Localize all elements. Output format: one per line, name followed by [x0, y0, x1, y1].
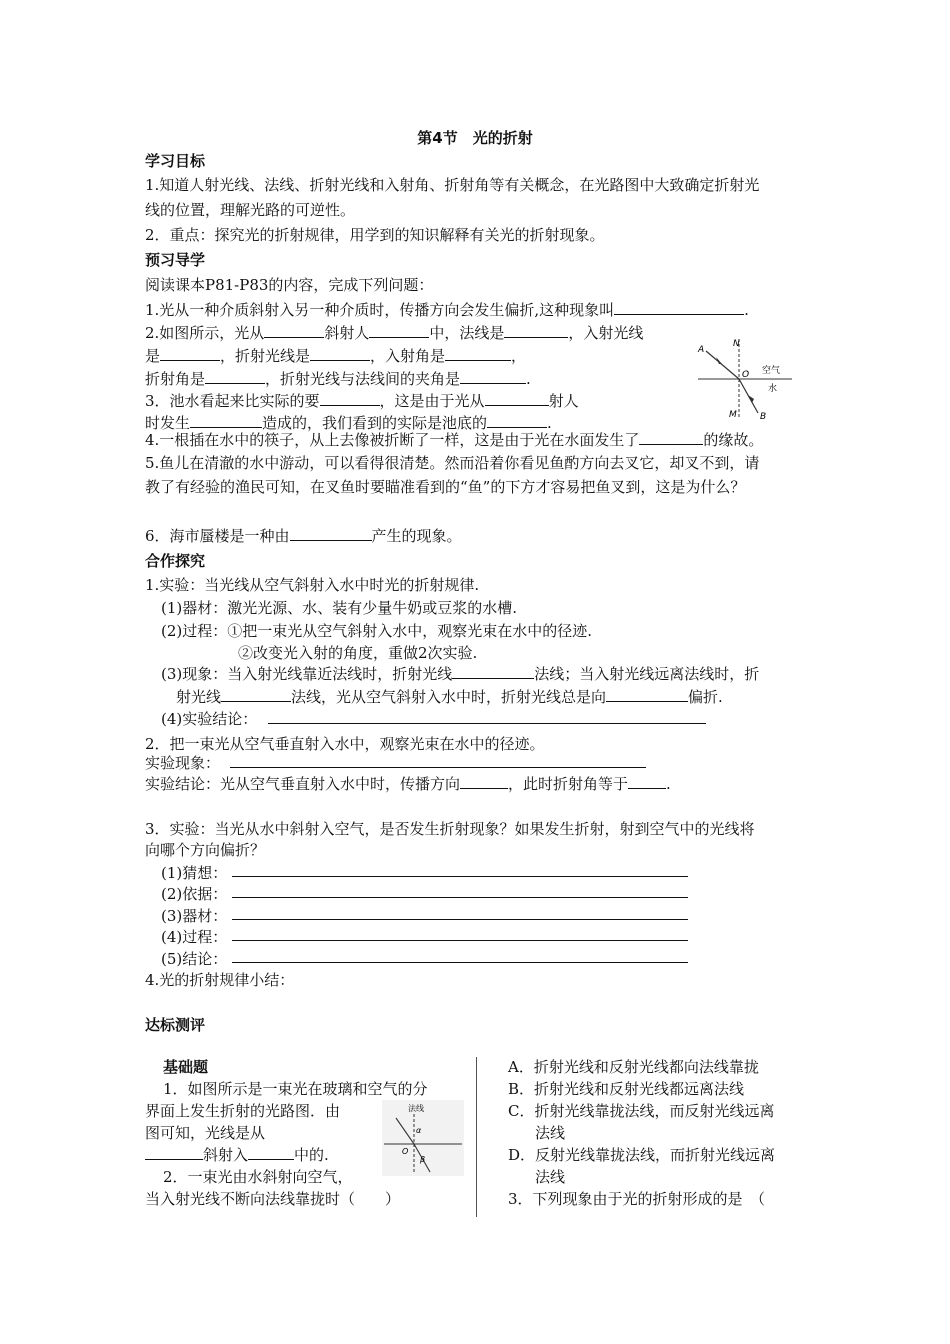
goals-heading: 学习目标: [145, 152, 206, 170]
refraction-diagram: [692, 337, 796, 421]
label-water: 水: [768, 384, 778, 394]
answer-line[interactable]: [232, 897, 688, 898]
option-c-cont: 法线: [535, 1124, 566, 1142]
coop-e2-title: 2．把一束光从空气垂直射入水中，观察光束在水中的径迹。: [145, 735, 545, 753]
assess-q3: 3．下列现象由于光的折射形成的是 （: [508, 1190, 766, 1208]
coop-e1-conclusion: (4)实验结论：: [161, 710, 258, 728]
label-normal: 法线: [408, 1104, 424, 1113]
answer-blank[interactable]: [485, 391, 549, 406]
assess-heading: 达标测评: [145, 1016, 206, 1034]
label-beta: β: [420, 1155, 426, 1164]
coop-e1-process2: ②改变光入射的角度，重做2次实验.: [238, 644, 478, 662]
label-o: O: [742, 370, 750, 380]
basic-heading: 基础题: [163, 1058, 209, 1076]
answer-blank[interactable]: [221, 687, 291, 702]
label-air: 空气: [762, 366, 781, 376]
glass-air-diagram: [382, 1100, 464, 1176]
option-d: D．反射光线靠拢法线，而折射光线远离: [508, 1146, 776, 1164]
label-a: A: [698, 345, 705, 355]
answer-blank[interactable]: [248, 1145, 294, 1160]
preview-q3-line1: 3．池水看起来比实际的要 ，这是由于光从 射人: [145, 392, 579, 410]
answer-line[interactable]: [232, 919, 688, 920]
answer-line[interactable]: [268, 723, 706, 724]
coop-e1-title: 1.实验：当光线从空气斜射入水中时光的折射规律.: [145, 576, 480, 594]
label-m: M: [729, 410, 737, 420]
answer-line[interactable]: [232, 876, 688, 877]
assess-q1-line2: 界面上发生折射的光路图．由: [145, 1102, 341, 1120]
answer-blank[interactable]: [445, 346, 511, 361]
answer-blank[interactable]: [320, 391, 380, 406]
answer-blank[interactable]: [614, 300, 744, 315]
answer-blank[interactable]: [290, 526, 372, 541]
coop-heading: 合作探究: [145, 552, 206, 570]
answer-blank[interactable]: [369, 323, 429, 338]
goal-line-3: 2．重点：探究光的折射规律，用学到的知识解释有关光的折射现象。: [145, 226, 605, 244]
coop-e3-line2: 向哪个方向偏折？: [145, 841, 266, 859]
answer-blank[interactable]: [452, 664, 534, 679]
option-d-cont: 法线: [535, 1168, 566, 1186]
column-divider: [476, 1057, 477, 1217]
assess-q1-line1: 1．如图所示是一束光在玻璃和空气的分: [163, 1080, 428, 1098]
answer-blank[interactable]: [205, 369, 265, 384]
preview-q3-line2: 时发生 造成的，我们看到的实际是池底的 .: [145, 414, 552, 432]
preview-q4: 4.一根插在水中的筷子，从上去像被折断了一样，这是由于光在水面发生了 的缘故。: [145, 431, 764, 449]
answer-blank[interactable]: [639, 430, 703, 445]
option-a: A．折射光线和反射光线都向法线靠拢: [508, 1058, 759, 1076]
label-n: N: [733, 339, 740, 349]
coop-e3-item: (1)猜想：: [161, 864, 228, 882]
coop-e3-item: (3)器材：: [161, 907, 228, 925]
coop-e3-item: (5)结论：: [161, 950, 228, 968]
preview-q6: 6．海市蜃楼是一种由 产生的现象。: [145, 527, 462, 545]
option-b: B．折射光线和反射光线都远离法线: [508, 1080, 745, 1098]
coop-e1-obs2: 射光线 法线，光从空气斜射入水中时，折射光线总是向 偏折.: [176, 688, 723, 706]
answer-line[interactable]: [232, 940, 688, 941]
answer-blank[interactable]: [487, 413, 547, 428]
label-b: B: [760, 412, 767, 421]
answer-blank[interactable]: [190, 413, 262, 428]
label-alpha: α: [416, 1126, 422, 1135]
answer-line[interactable]: [230, 767, 646, 768]
coop-e3-line1: 3．实验：当光从水中斜射入空气，是否发生折射现象？如果发生折射，射到空气中的光线将: [145, 820, 755, 838]
coop-e1-process1: (2)过程：①把一束光从空气斜射入水中，观察光束在水中的径迹.: [161, 622, 593, 640]
preview-q2-line2: 是 ，折射光线是 ，入射角是 ，: [145, 347, 527, 365]
assess-q1-line3: 图可知，光线是从: [145, 1124, 266, 1142]
assess-q1-line4: 斜射入 中的.: [145, 1144, 329, 1166]
goal-line-1: 1.知道人射光线、法线、折射光线和入射角、折射角等有关概念，在光路图中大致确定折射光: [145, 176, 760, 194]
coop-e1-materials: (1)器材：激光光源、水、装有少量牛奶或豆浆的水槽.: [161, 599, 518, 617]
answer-blank[interactable]: [310, 346, 370, 361]
preview-q2-line3: 折射角是 ，折射光线与法线间的夹角是 .: [145, 370, 531, 388]
preview-heading: 预习导学: [145, 251, 206, 269]
preview-q2-line1: 2.如图所示，光从 斜射人 中，法线是 ，入射光线: [145, 324, 644, 342]
answer-blank[interactable]: [606, 687, 688, 702]
answer-blank[interactable]: [264, 323, 324, 338]
answer-blank[interactable]: [145, 1145, 203, 1160]
coop-e3-item: (2)依据：: [161, 885, 228, 903]
coop-e4: 4.光的折射规律小结：: [145, 971, 295, 989]
answer-blank[interactable]: [628, 774, 666, 789]
answer-blank[interactable]: [460, 774, 508, 789]
answer-line[interactable]: [232, 962, 688, 963]
assess-q2-line2: 当入射光线不断向法线靠拢时（ ）: [145, 1190, 401, 1208]
answer-blank[interactable]: [504, 323, 568, 338]
assess-q2-line1: 2．一束光由水斜射向空气，: [163, 1168, 353, 1186]
page-title: 第4节 光的折射: [417, 129, 533, 147]
preview-q5-line1: 5.鱼儿在清澈的水中游动，可以看得很清楚。然而沿着你看见鱼酌方向去叉它，却叉不到，请: [145, 454, 760, 472]
preview-q1: 1.光从一种介质斜射入另一种介质时，传播方向会发生偏折,这种现象叫 .: [145, 301, 749, 319]
coop-e1-obs1: (3)现象：当入射光线靠近法线时，折射光线 法线；当入射光线远离法线时，折: [161, 665, 760, 683]
answer-blank[interactable]: [460, 369, 526, 384]
option-c: C．折射光线靠拢法线，而反射光线远离: [508, 1102, 775, 1120]
answer-blank[interactable]: [160, 346, 220, 361]
label-o: O: [402, 1147, 409, 1156]
preview-q5-line2: 教了有经验的渔民可知，在叉鱼时要瞄准看到的“鱼”的下方才容易把鱼叉到，这是为什么？: [145, 478, 746, 496]
coop-e3-item: (4)过程：: [161, 928, 228, 946]
arrow-icon: [748, 395, 754, 403]
goal-line-2: 线的位置，理解光路的可逆性。: [145, 201, 356, 219]
preview-intro: 阅读课本P81-P83的内容，完成下列问题：: [145, 276, 434, 294]
coop-e2-conclusion: 实验结论：光从空气垂直射入水中时，传播方向 ，此时折射角等于 .: [145, 775, 671, 793]
incident-ray: [706, 351, 739, 379]
coop-e2-phenomenon: 实验现象：: [145, 754, 221, 772]
